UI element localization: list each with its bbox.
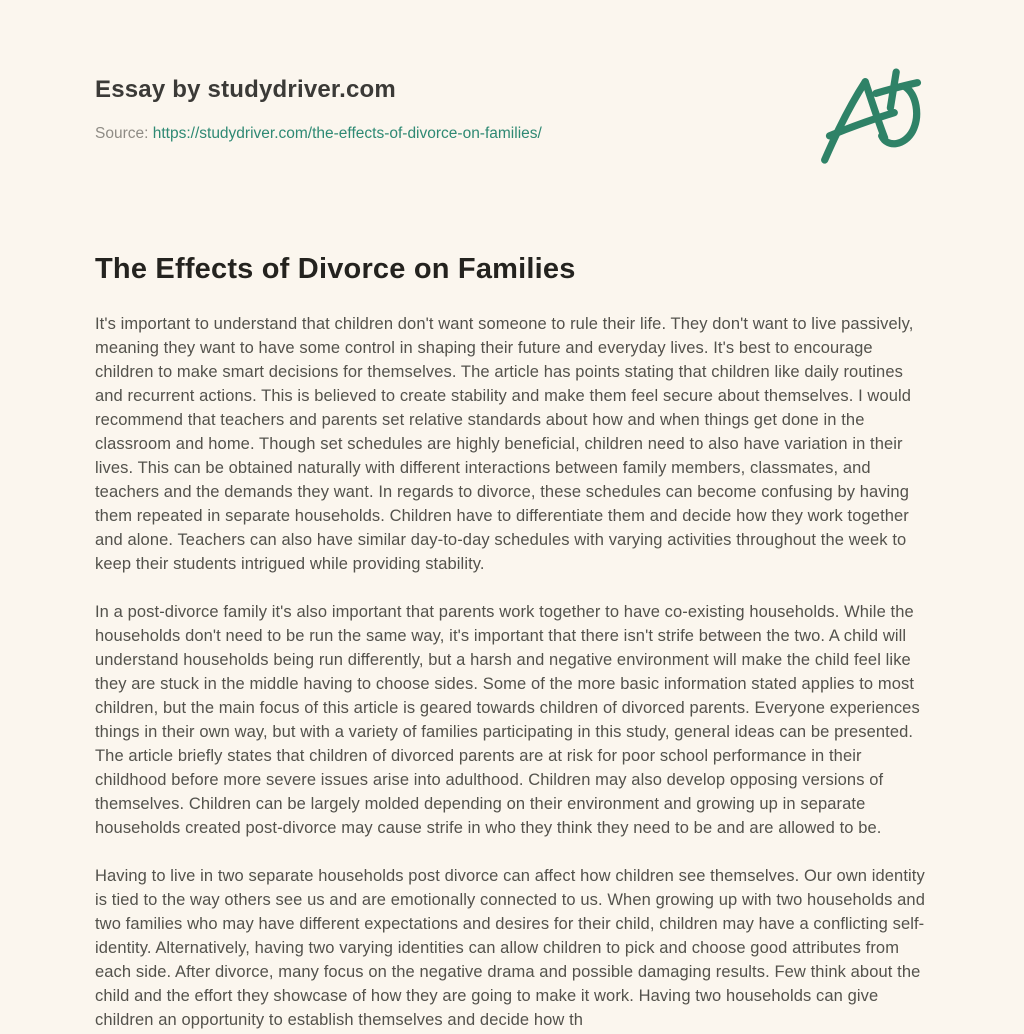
source-label: Source:	[95, 124, 149, 142]
header-text-block	[95, 76, 542, 143]
page-header	[95, 76, 930, 167]
source-line	[95, 124, 542, 143]
source-link[interactable]: https://studydriver.com/the-effects-of-divorce-on-families/	[152, 124, 542, 142]
page-title: The Effects of Divorce on Families	[95, 253, 576, 285]
essay-paragraph: Having to live in two separate households post divorce can affect how children see themselves. Our own identity is tied to the way others see us and are emotionally connected to us. When growing up with two households and two families who may have different expectations and desires for their child, children may have a conflicting self-identity. Alternatively, having two varying identities can allow children to pick and choose good attributes from each side. After divorce, many focus on the negative drama and possible damaging results. Few think about the child and the effort they showcase of how they are going to make it work. Having two households can give children an opportunity to establish themselves and decide how th	[95, 866, 925, 1029]
essay-paragraph: In a post-divorce family it's also important that parents work together to have co-existing households. While the households don't need to be run the same way, it's important that there isn't strife between the two. A child will understand households being run differently, but a harsh and negative environment will make the child feel like they are stuck in the middle having to choose sides. Some of the more basic information stated applies to most children, but the main focus of this article is geared towards children of divorced parents. Everyone experiences things in their own way, but with a variety of families participating in this study, general ideas can be presented. The article briefly states that children of divorced parents are at risk for poor school performance in their childhood before more severe issues arise into adulthood. Children may also develop opposing versions of themselves. Children can be largely molded depending on their environment and growing up in separate households created post-divorce may cause strife in who they think they need to be and are allowed to be.	[95, 602, 920, 837]
byline: Essay by studydriver.com	[95, 76, 396, 103]
studydriver-logo	[816, 67, 930, 167]
essay-paragraph: It's important to understand that children don't want someone to rule their life. They don't want to live passively, meaning they want to have some control in shaping their future and everyday lives. It's best to encourage children to make smart decisions for themselves. The article has points stating that children like daily routines and recurrent actions. This is believed to create stability and make them feel secure about themselves. I would recommend that teachers and parents set relative standards about how and when things get done in the classroom and home. Though set schedules are highly beneficial, children need to also have variation in their lives. This can be obtained naturally with different interactions between family members, classmates, and teachers and the demands they want. In regards to divorce, these schedules can become confusing by having them repeated in separate households. Children have to differentiate them and decide how they work together and alone. Teachers can also have similar day-to-day schedules with varying activities throughout the week to keep their students intrigued while providing stability.	[95, 314, 914, 573]
a-plus-logo-icon	[816, 67, 930, 167]
article-body	[95, 312, 930, 1032]
